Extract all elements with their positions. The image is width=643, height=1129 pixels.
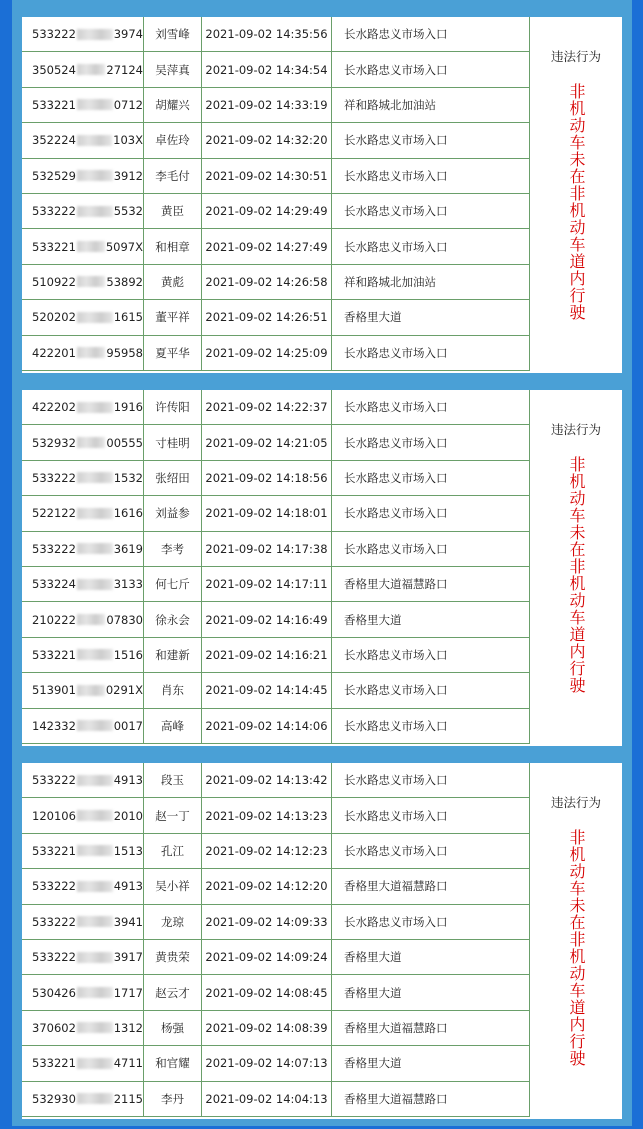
redacted-digits <box>77 508 113 519</box>
id-suffix: 1513 <box>113 843 143 858</box>
location-cell: 长水路忠义市场入口 <box>332 194 530 228</box>
table-row <box>22 567 530 602</box>
redacted-digits <box>77 1022 113 1033</box>
table-row <box>22 336 530 371</box>
redacted-digits <box>77 810 113 821</box>
time-cell: 2021-09-02 14:08:39 <box>202 1011 332 1045</box>
redacted-digits <box>77 775 113 786</box>
id-number-cell <box>22 975 144 1009</box>
location-cell: 香格里大道 <box>332 602 530 636</box>
name-cell: 和官耀 <box>144 1046 202 1080</box>
id-prefix: 533221 <box>32 239 76 254</box>
id-prefix: 532529 <box>32 168 76 183</box>
id-prefix: 533222 <box>32 470 76 485</box>
name-cell: 张绍田 <box>144 461 202 495</box>
name-cell: 寸桂明 <box>144 425 202 459</box>
table-row <box>22 17 530 52</box>
location-cell: 香格里大道福慧路口 <box>332 869 530 903</box>
time-cell: 2021-09-02 14:12:20 <box>202 869 332 903</box>
redacted-digits <box>77 543 113 554</box>
table-row <box>22 1046 530 1081</box>
time-cell: 2021-09-02 14:07:13 <box>202 1046 332 1080</box>
location-cell: 长水路忠义市场入口 <box>332 123 530 157</box>
id-number-cell <box>22 869 144 903</box>
redacted-digits <box>77 276 106 287</box>
id-prefix: 530426 <box>32 985 76 1000</box>
time-cell: 2021-09-02 14:26:58 <box>202 265 332 299</box>
table-frame <box>12 374 632 746</box>
id-suffix: 07830 <box>106 612 143 627</box>
location-cell: 香格里大道 <box>332 940 530 974</box>
name-cell: 卓佐玲 <box>144 123 202 157</box>
name-cell: 胡耀兴 <box>144 88 202 122</box>
redacted-digits <box>77 720 113 731</box>
name-cell: 和建新 <box>144 638 202 672</box>
name-cell: 董平祥 <box>144 300 202 334</box>
time-cell: 2021-09-02 14:12:23 <box>202 834 332 868</box>
location-cell: 长水路忠义市场入口 <box>332 229 530 263</box>
redacted-digits <box>77 579 113 590</box>
redacted-digits <box>77 952 113 963</box>
id-suffix: 1615 <box>113 310 143 325</box>
name-cell: 黄臣 <box>144 194 202 228</box>
id-suffix: 4913 <box>113 879 143 894</box>
time-cell: 2021-09-02 14:14:45 <box>202 673 332 707</box>
time-cell: 2021-09-02 14:33:19 <box>202 88 332 122</box>
id-number-cell <box>22 940 144 974</box>
id-prefix: 533222 <box>32 879 76 894</box>
location-cell: 香格里大道 <box>332 1046 530 1080</box>
table-row <box>22 300 530 335</box>
id-suffix: 3941 <box>113 914 143 929</box>
time-cell: 2021-09-02 14:04:13 <box>202 1082 332 1116</box>
name-cell: 李丹 <box>144 1082 202 1116</box>
id-number-cell <box>22 123 144 157</box>
table-row <box>22 229 530 264</box>
location-cell: 长水路忠义市场入口 <box>332 763 530 797</box>
id-number-cell <box>22 229 144 263</box>
name-cell: 李考 <box>144 532 202 566</box>
table-row <box>22 194 530 229</box>
redacted-digits <box>77 99 113 110</box>
id-suffix: 1916 <box>113 400 143 415</box>
id-prefix: 210222 <box>32 612 76 627</box>
id-suffix: 95958 <box>106 345 143 360</box>
time-cell: 2021-09-02 14:17:38 <box>202 532 332 566</box>
id-suffix: 2115 <box>113 1091 143 1106</box>
location-cell: 长水路忠义市场入口 <box>332 336 530 370</box>
location-cell: 长水路忠义市场入口 <box>332 532 530 566</box>
redacted-digits <box>77 685 105 696</box>
redacted-digits <box>77 472 113 483</box>
redacted-digits <box>77 845 113 856</box>
table-row <box>22 159 530 194</box>
id-prefix: 533222 <box>32 950 76 965</box>
redacted-digits <box>77 614 106 625</box>
table-row <box>22 709 530 744</box>
id-prefix: 422202 <box>32 400 76 415</box>
location-cell: 长水路忠义市场入口 <box>332 905 530 939</box>
redacted-digits <box>77 29 113 40</box>
id-number-cell <box>22 602 144 636</box>
time-cell: 2021-09-02 14:09:33 <box>202 905 332 939</box>
name-cell: 刘益参 <box>144 496 202 530</box>
violation-title: 违法行为 <box>550 49 601 64</box>
id-number-cell <box>22 425 144 459</box>
table-row <box>22 673 530 708</box>
id-number-cell <box>22 300 144 334</box>
table-row <box>22 123 530 158</box>
table-row <box>22 602 530 637</box>
id-number-cell <box>22 52 144 86</box>
violation-description: 非机动车未在非机动车道内行驶 <box>567 829 586 1067</box>
name-cell: 李毛付 <box>144 159 202 193</box>
id-suffix: 00555 <box>106 435 143 450</box>
violation-column <box>530 17 622 373</box>
id-suffix: 3974 <box>113 27 143 42</box>
id-suffix: 1616 <box>113 506 143 521</box>
id-number-cell <box>22 1046 144 1080</box>
location-cell: 香格里大道福慧路口 <box>332 567 530 601</box>
time-cell: 2021-09-02 14:22:37 <box>202 390 332 424</box>
location-cell: 长水路忠义市场入口 <box>332 52 530 86</box>
id-suffix: 0712 <box>113 97 143 112</box>
location-cell: 长水路忠义市场入口 <box>332 673 530 707</box>
id-prefix: 520202 <box>32 310 76 325</box>
id-prefix: 533221 <box>32 843 76 858</box>
redacted-digits <box>77 916 113 927</box>
time-cell: 2021-09-02 14:29:49 <box>202 194 332 228</box>
time-cell: 2021-09-02 14:30:51 <box>202 159 332 193</box>
id-prefix: 352224 <box>32 133 76 148</box>
name-cell: 吴小祥 <box>144 869 202 903</box>
table-row <box>22 940 530 975</box>
location-cell: 长水路忠义市场入口 <box>332 638 530 672</box>
id-number-cell <box>22 638 144 672</box>
table-row <box>22 496 530 531</box>
redacted-digits <box>77 312 113 323</box>
table-row <box>22 975 530 1010</box>
redacted-digits <box>77 649 113 660</box>
name-cell: 刘雪峰 <box>144 17 202 51</box>
id-prefix: 350524 <box>32 62 76 77</box>
table-row <box>22 905 530 940</box>
violation-table <box>22 390 622 746</box>
table-rows <box>22 763 530 1117</box>
name-cell: 龙琼 <box>144 905 202 939</box>
table-row <box>22 869 530 904</box>
table-row <box>22 265 530 300</box>
id-number-cell <box>22 905 144 939</box>
table-rows <box>22 390 530 744</box>
id-number-cell <box>22 1011 144 1045</box>
time-cell: 2021-09-02 14:26:51 <box>202 300 332 334</box>
id-prefix: 533222 <box>32 27 76 42</box>
time-cell: 2021-09-02 14:13:42 <box>202 763 332 797</box>
name-cell: 何七斤 <box>144 567 202 601</box>
violation-column <box>530 763 622 1119</box>
id-prefix: 533221 <box>32 97 76 112</box>
id-number-cell <box>22 532 144 566</box>
id-number-cell <box>22 159 144 193</box>
name-cell: 高峰 <box>144 709 202 743</box>
name-cell: 吴萍真 <box>144 52 202 86</box>
id-suffix: 3917 <box>113 950 143 965</box>
time-cell: 2021-09-02 14:21:05 <box>202 425 332 459</box>
id-prefix: 533222 <box>32 914 76 929</box>
table-row <box>22 461 530 496</box>
location-cell: 长水路忠义市场入口 <box>332 17 530 51</box>
location-cell: 香格里大道福慧路口 <box>332 1082 530 1116</box>
time-cell: 2021-09-02 14:09:24 <box>202 940 332 974</box>
id-suffix: 5532 <box>113 204 143 219</box>
id-number-cell <box>22 265 144 299</box>
violation-title: 违法行为 <box>550 422 601 437</box>
id-prefix: 513901 <box>32 683 76 698</box>
violation-table <box>22 17 622 373</box>
table-row <box>22 532 530 567</box>
redacted-digits <box>77 241 105 252</box>
id-prefix: 532932 <box>32 435 76 450</box>
table-frame <box>12 0 632 374</box>
id-prefix: 142332 <box>32 718 76 733</box>
id-prefix: 422201 <box>32 345 76 360</box>
id-number-cell <box>22 390 144 424</box>
id-prefix: 120106 <box>32 808 76 823</box>
location-cell: 长水路忠义市场入口 <box>332 425 530 459</box>
location-cell: 长水路忠义市场入口 <box>332 798 530 832</box>
id-suffix: 4913 <box>113 773 143 788</box>
redacted-digits <box>77 170 113 181</box>
id-prefix: 533221 <box>32 1056 76 1071</box>
table-row <box>22 1082 530 1117</box>
time-cell: 2021-09-02 14:35:56 <box>202 17 332 51</box>
location-cell: 祥和路城北加油站 <box>332 265 530 299</box>
time-cell: 2021-09-02 14:34:54 <box>202 52 332 86</box>
name-cell: 赵一丁 <box>144 798 202 832</box>
time-cell: 2021-09-02 14:08:45 <box>202 975 332 1009</box>
redacted-digits <box>77 206 113 217</box>
table-row <box>22 1011 530 1046</box>
location-cell: 祥和路城北加油站 <box>332 88 530 122</box>
id-number-cell <box>22 194 144 228</box>
time-cell: 2021-09-02 14:18:56 <box>202 461 332 495</box>
time-cell: 2021-09-02 14:13:23 <box>202 798 332 832</box>
name-cell: 赵云才 <box>144 975 202 1009</box>
name-cell: 孔江 <box>144 834 202 868</box>
name-cell: 徐永会 <box>144 602 202 636</box>
id-prefix: 510922 <box>32 274 76 289</box>
id-number-cell <box>22 709 144 743</box>
table-frame <box>12 746 632 1126</box>
location-cell: 长水路忠义市场入口 <box>332 159 530 193</box>
time-cell: 2021-09-02 14:14:06 <box>202 709 332 743</box>
violation-title: 违法行为 <box>550 795 601 810</box>
violation-description: 非机动车未在非机动车道内行驶 <box>567 456 586 694</box>
time-cell: 2021-09-02 14:18:01 <box>202 496 332 530</box>
redacted-digits <box>77 135 112 146</box>
id-suffix: 0291X <box>105 683 143 698</box>
id-prefix: 533224 <box>32 577 76 592</box>
table-row <box>22 88 530 123</box>
id-number-cell <box>22 496 144 530</box>
id-suffix: 103X <box>113 133 143 148</box>
name-cell: 肖东 <box>144 673 202 707</box>
location-cell: 香格里大道 <box>332 300 530 334</box>
table-row <box>22 763 530 798</box>
table-row <box>22 638 530 673</box>
id-suffix: 5097X <box>105 239 143 254</box>
id-prefix: 533222 <box>32 541 76 556</box>
id-suffix: 27124 <box>106 62 143 77</box>
name-cell: 杨强 <box>144 1011 202 1045</box>
id-suffix: 1717 <box>113 985 143 1000</box>
id-prefix: 533221 <box>32 647 76 662</box>
redacted-digits <box>77 64 106 75</box>
id-number-cell <box>22 673 144 707</box>
table-rows <box>22 17 530 371</box>
redacted-digits <box>77 987 113 998</box>
id-suffix: 3133 <box>113 577 143 592</box>
name-cell: 夏平华 <box>144 336 202 370</box>
location-cell: 长水路忠义市场入口 <box>332 834 530 868</box>
name-cell: 许传阳 <box>144 390 202 424</box>
location-cell: 香格里大道 <box>332 975 530 1009</box>
time-cell: 2021-09-02 14:17:11 <box>202 567 332 601</box>
name-cell: 黄贵荣 <box>144 940 202 974</box>
violation-description: 非机动车未在非机动车道内行驶 <box>567 83 586 321</box>
id-prefix: 370602 <box>32 1020 76 1035</box>
id-prefix: 533222 <box>32 204 76 219</box>
time-cell: 2021-09-02 14:16:21 <box>202 638 332 672</box>
location-cell: 长水路忠义市场入口 <box>332 390 530 424</box>
redacted-digits <box>77 347 106 358</box>
time-cell: 2021-09-02 14:25:09 <box>202 336 332 370</box>
id-number-cell <box>22 798 144 832</box>
id-number-cell <box>22 461 144 495</box>
id-number-cell <box>22 834 144 868</box>
id-suffix: 1312 <box>113 1020 143 1035</box>
table-row <box>22 834 530 869</box>
name-cell: 段玉 <box>144 763 202 797</box>
id-number-cell <box>22 763 144 797</box>
location-cell: 长水路忠义市场入口 <box>332 709 530 743</box>
time-cell: 2021-09-02 14:16:49 <box>202 602 332 636</box>
redacted-digits <box>77 1058 113 1069</box>
table-row <box>22 52 530 87</box>
id-suffix: 4711 <box>113 1056 143 1071</box>
id-suffix: 2010 <box>113 808 143 823</box>
id-number-cell <box>22 567 144 601</box>
id-number-cell <box>22 88 144 122</box>
id-number-cell <box>22 336 144 370</box>
name-cell: 和相章 <box>144 229 202 263</box>
id-suffix: 1516 <box>113 647 143 662</box>
time-cell: 2021-09-02 14:27:49 <box>202 229 332 263</box>
redacted-digits <box>77 437 106 448</box>
location-cell: 长水路忠义市场入口 <box>332 496 530 530</box>
id-suffix: 3619 <box>113 541 143 556</box>
id-number-cell <box>22 17 144 51</box>
violation-column <box>530 390 622 746</box>
table-row <box>22 798 530 833</box>
id-suffix: 3912 <box>113 168 143 183</box>
id-prefix: 522122 <box>32 506 76 521</box>
id-prefix: 533222 <box>32 773 76 788</box>
id-prefix: 532930 <box>32 1091 76 1106</box>
id-suffix: 1532 <box>113 470 143 485</box>
time-cell: 2021-09-02 14:32:20 <box>202 123 332 157</box>
redacted-digits <box>77 1093 113 1104</box>
violation-table <box>22 763 622 1119</box>
table-row <box>22 425 530 460</box>
id-suffix: 0017 <box>113 718 143 733</box>
name-cell: 黄彪 <box>144 265 202 299</box>
location-cell: 香格里大道福慧路口 <box>332 1011 530 1045</box>
redacted-digits <box>77 881 113 892</box>
table-row <box>22 390 530 425</box>
id-suffix: 53892 <box>106 274 143 289</box>
location-cell: 长水路忠义市场入口 <box>332 461 530 495</box>
id-number-cell <box>22 1082 144 1116</box>
redacted-digits <box>77 402 113 413</box>
